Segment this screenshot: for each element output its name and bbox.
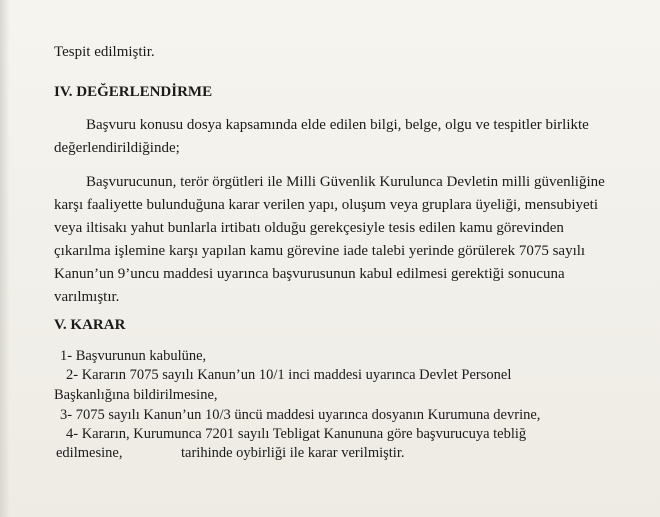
decision-item: 3- 7075 sayılı Kanun’un 10/3 üncü maddesi uyarınca dosyanın Kurumuna devrine,	[60, 407, 541, 423]
paragraph-line: veya iltisakı yahut bunlarla irtibatı olduğu gerekçesiyle tesis edilen kamu görevinden	[54, 220, 564, 236]
decision-item: Başkanlığına bildirilmesine,	[54, 387, 218, 403]
paragraph-line: varılmıştır.	[54, 289, 120, 305]
decision-item: edilmesine,	[56, 445, 123, 461]
paragraph-line: Başvurucunun, terör örgütleri ile Milli Güvenlik Kurulunca Devletin milli güvenliğine	[86, 174, 605, 190]
paragraph-line: karşı faaliyette bulunduğuna karar verilen yapı, oluşum veya gruplara üyeliği, mensubiyeti	[54, 197, 598, 213]
section-heading-karar: V. KARAR	[54, 317, 126, 333]
decision-closing: tarihinde oybirliği ile karar verilmiştir.	[181, 445, 405, 461]
paragraph-line: değerlendirildiğinde;	[54, 140, 180, 156]
intro-text: Tespit edilmiştir.	[54, 44, 155, 60]
paragraph-line: Başvuru konusu dosya kapsamında elde edilen bilgi, belge, olgu ve tespitler birlikte	[86, 117, 589, 133]
decision-item: 4- Kararın, Kurumunca 7201 sayılı Tebligat Kanununa göre başvurucuya tebliğ	[66, 426, 527, 442]
section-heading-degerlendirme: IV. DEĞERLENDİRME	[54, 84, 213, 100]
decision-item: 1- Başvurunun kabulüne,	[60, 348, 207, 364]
page-edge-shadow	[0, 0, 10, 517]
paragraph-line: Kanun’un 9’uncu maddesi uyarınca başvurusunun kabul edilmesi gerektiği sonucuna	[54, 266, 565, 282]
paragraph-line: çıkarılma işlemine karşı yapılan kamu görevine iade talebi yerinde görülerek 7075 sayılı	[54, 243, 586, 259]
decision-item: 2- Kararın 7075 sayılı Kanun’un 10/1 inci maddesi uyarınca Devlet Personel	[66, 367, 512, 383]
